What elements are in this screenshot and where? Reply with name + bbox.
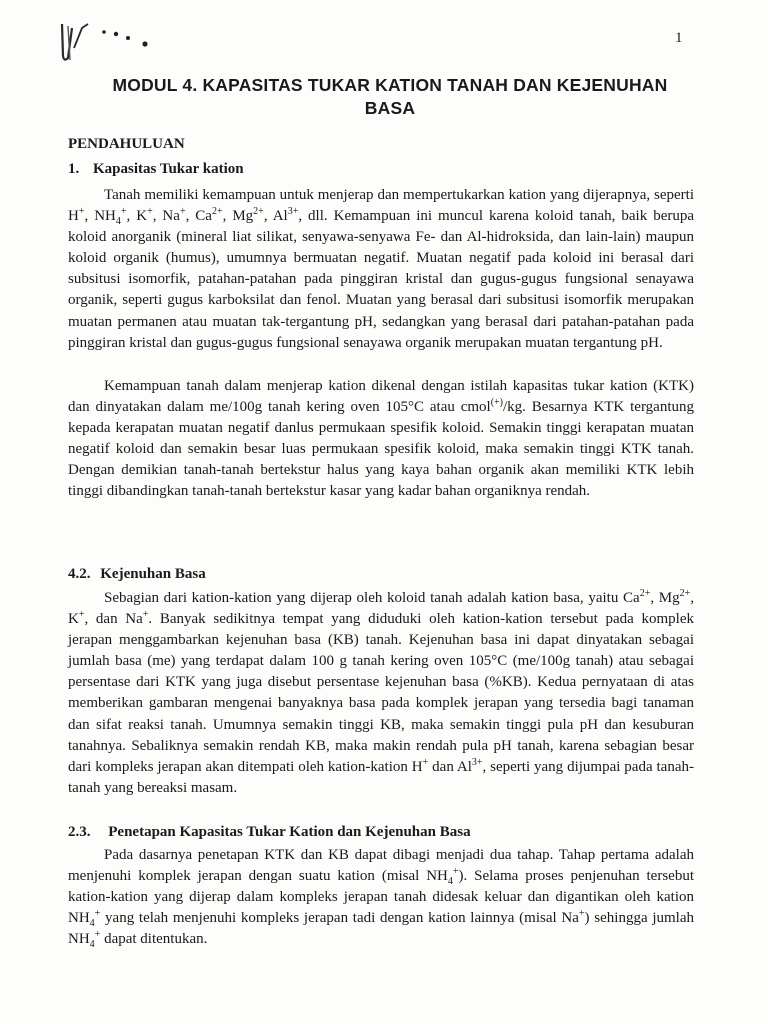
subsection-title: Penetapan Kapasitas Tukar Kation dan Kejenuhan Basa bbox=[108, 824, 471, 840]
paragraph-kejenuhan-basa: Sebagian dari kation-kation yang dijerap oleh koloid tanah adalah kation basa, yaitu $Ca^{2+}$, $Mg^{2+}$, K+, dan Na+. Banyak sedikitnya tempat yang diduduki oleh kation-kation tersebut pada komplek jerapan menggambarkan kejenuhan basa (KB) tanah. Kejenuhan basa ini dapat dinyatakan sebagai jumlah basa (me) yang terdapat dalam 100 g tanah kering oven 105°C (me/100g tanah) atau sebagai persentase dari KTK yang juga disebut persentase kejenuhan basa (%KB). Kedua pernyataan di atas memberikan gambaran mengenai banyaknya basa pada komplek jerapan yang tersedia bagi tanaman dan sifat reaksi tanah. Umumnya semakin tinggi KB, maka semakin tinggi pula pH dan kesuburan tanahnya. Sebaliknya semakin rendah KB, maka makin rendah pula pH tanah, karena sebagian besar dari kompleks jerapan akan ditempati oleh kation-kation H+ dan $Al^{3+}$, seperti yang dijumpai pada tanah-tanah yang bereaksi masam. bbox=[68, 588, 694, 796]
title-line-2: BASA bbox=[364, 98, 416, 118]
subsection-number: 4.2. bbox=[68, 566, 91, 582]
paragraph-ktk-intro: Tanah memiliki kemampuan untuk menjerap dan mempertukarkan kation yang dijerapnya, seperti H+, $NH_4^+$, K+, Na+, $Ca^{2+}$, $Mg^{2+}$, $Al^{3+}$, dll. Kemampuan ini muncul karena koloid tanah, baik berupa koloid anorganik (mineral liat silikat, senyawa-senyawa Fe- dan Al-hidroksida, dan lain-lain) maupun koloid organik (humus), umumnya bermuatan negatif. Muatan negatif pada koloid ini berasal dari subsitusi isomorfik, patahan-patahan pada pinggiran kristal dan gugus-gugus fungsional senayawa organik, seperti gugus karboksilat dan fenol. Muatan yang berasal dari subsitusi isomorfik merupakan muatan permanen atau muatan tak-tergantung pH, sedangkan yang berasal dari patahan-patahan pada pinggiran kristal dan gugus-gugus fungsional senayawa organik merupakan muatan tergantung pH. bbox=[68, 187, 695, 351]
subsection-title: Kejenuhan Basa bbox=[100, 566, 206, 582]
title-line-1: MODUL 4. KAPASITAS TUKAR KATION TANAH DAN KEJENUHAN bbox=[112, 75, 668, 95]
subsection-number: 2.3. bbox=[68, 824, 91, 840]
subsection-heading-4-2 bbox=[68, 566, 206, 583]
subsection-title: Kapasitas Tukar kation bbox=[93, 161, 244, 177]
subsection-heading-2-3 bbox=[68, 824, 471, 841]
document-title bbox=[70, 74, 710, 120]
paragraph-penetapan: Pada dasarnya penetapan KTK dan KB dapat dibagi menjadi dua tahap. Tahap pertama adalah menjenuhi komplek jerapan dengan suatu kation (misal $NH_4^+$). Selama proses penjenuhan tersebut kation-kation yang dijerap dalam kompleks jerapan tanah didesak keluar dan digantikan oleh kation $NH_4^+$ yang telah menjenuhi kompleks jerapan tadi dengan kation lainnya (misal Na+) sehingga jumlah $NH_4^+$ dapat ditentukan. bbox=[68, 847, 694, 951]
page-number: 1 bbox=[675, 30, 683, 46]
paragraph-ktk-definition: Kemampuan tanah dalam menjerap kation dikenal dengan istilah kapasitas tukar kation (KTK) dan dinyatakan dalam me/100g tanah kering oven 105°C atau cmol(+)/kg. Besarnya KTK tergantung kepada kerapatan muatan negatif danlus permukaan spesifik koloid. Semakin tinggi kerapatan muatan negatif koloid dan semakin besar luas permukaan spesifik koloid, maka semakin tinggi KTK tanah. Dengan demikian tanah-tanah bertekstur halus yang kaya bahan organik akan memiliki KTK lebih tinggi dibandingkan tanah-tanah bertekstur kasar yang kadar bahan organiknya rendah. bbox=[68, 378, 694, 500]
handwritten-mark-icon bbox=[58, 18, 168, 68]
subsection-heading-1 bbox=[68, 161, 244, 178]
subsection-number: 1. bbox=[68, 161, 80, 177]
section-heading-pendahuluan: PENDAHULUAN bbox=[68, 136, 185, 152]
